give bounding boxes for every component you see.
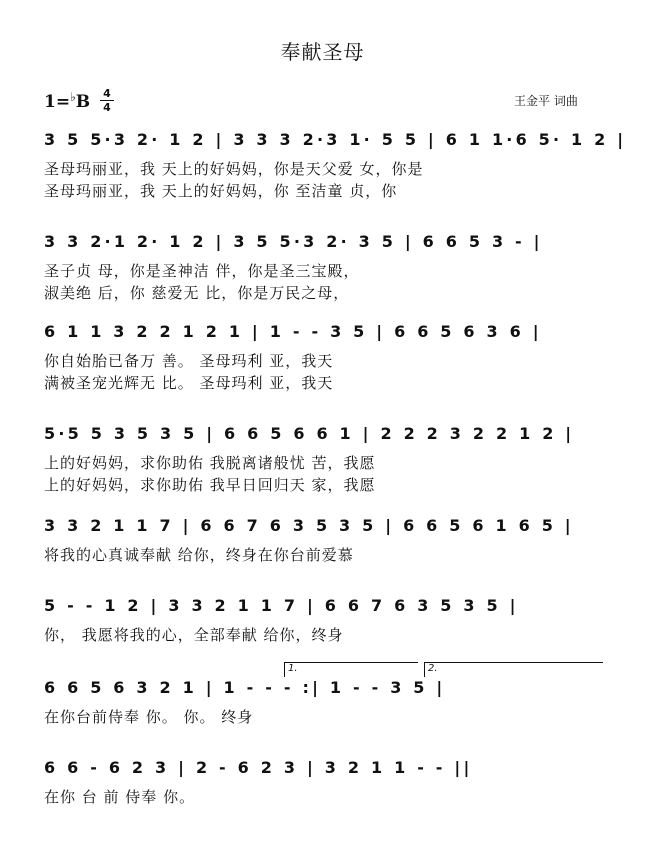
notation-line: 6 6 5 6 3 2 1 | 1 - - - :| 1 - - 3 5 | [44, 678, 446, 697]
notation-line: 5 - - 1 2 | 3 3 2 1 1 7 | 6 6 7 6 3 5 3 5 | [44, 596, 519, 615]
first-ending: 1. [284, 662, 418, 677]
score-row [44, 596, 604, 646]
composer-credit: 王金平 词曲 [514, 94, 578, 108]
lyric-line: 上的好妈妈，求你助佑 我脱离诸般忧 苦，我愿 [44, 454, 376, 472]
lyric-line: 满被圣宠光辉无 比。 圣母玛利 亚，我天 [44, 374, 334, 392]
lyric-line: 淑美绝 后，你 慈爱无 比，你是万民之母， [44, 284, 350, 302]
score-row [44, 424, 604, 496]
key-signature: 1=♭B [44, 90, 91, 112]
score-row [44, 130, 627, 202]
notation-line: 5·5 5 3 5 3 5 | 6 6 5 6 6 1 | 2 2 2 3 2 2 1 2 | [44, 424, 575, 443]
lyric-line: 将我的心真诚奉献 给你，终身在你台前爱慕 [44, 546, 354, 564]
song-title: 奉献圣母 [280, 40, 365, 64]
lyric-line: 圣母玛丽亚，我 天上的好妈妈，你 至洁童 贞，你 [44, 182, 398, 200]
lyric-line: 上的好妈妈，求你助佑 我早日回归天 家，我愿 [44, 476, 376, 494]
lyric-line: 你， 我愿将我的心，全部奉献 给你，终身 [44, 626, 344, 644]
score-row [44, 516, 604, 566]
notation-line: 6 1 1 3 2 2 1 2 1 | 1 - - 3 5 | 6 6 5 6 3 6 | [44, 322, 542, 341]
score-row [44, 758, 604, 808]
score-row [44, 322, 604, 394]
score-row [44, 232, 604, 304]
lyric-line: 在你台前侍奉 你。 你。 终身 [44, 708, 254, 726]
notation-line: 3 5 5·3 2· 1 2 | 3 3 3 2·3 1· 5 5 | 6 1 1·6 5· 1 2 | [44, 130, 627, 149]
lyric-line: 你自始胎已备万 善。 圣母玛利 亚，我天 [44, 352, 334, 370]
notation-line: 3 3 2·1 2· 1 2 | 3 5 5·3 2· 3 5 | 6 6 5 3 - | [44, 232, 543, 251]
lyric-line: 圣子贞 母，你是圣神洁 伴，你是圣三宝殿， [44, 262, 360, 280]
lyric-line: 在你 台 前 侍奉 你。 [44, 788, 196, 806]
notation-line: 6 6 - 6 2 3 | 2 - 6 2 3 | 3 2 1 1 - - || [44, 758, 473, 777]
time-signature: 4 4 [100, 88, 114, 113]
score-row [44, 663, 604, 728]
second-ending: 2. [424, 662, 603, 677]
lyric-line: 圣母玛丽亚，我 天上的好妈妈，你是天父爱 女，你是 [44, 160, 424, 178]
notation-line: 3 3 2 1 1 7 | 6 6 7 6 3 5 3 5 | 6 6 5 6 1 6 5 | [44, 516, 574, 535]
